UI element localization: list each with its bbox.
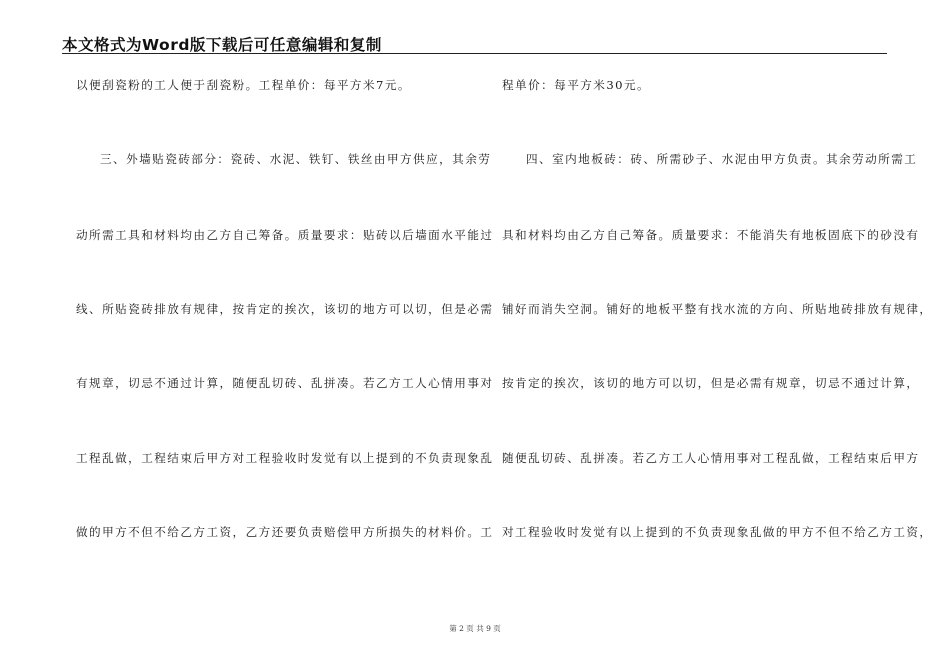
document-header-title: 本文格式为Word版下载后可任意编辑和复制 (62, 36, 382, 54)
paragraph-line: 具和材料均由乙方自己筹备。质量要求：不能消失有地板固底下的砂没有 (502, 228, 920, 242)
paragraph-line: 线、所贴瓷砖排放有规律，按肯定的挨次，该切的地方可以切，但是必需 (76, 302, 494, 316)
paragraph-line: 四、室内地板砖：砖、所需砂子、水泥由甲方负责。其余劳动所需工 (526, 152, 918, 166)
paragraph-line: 做的甲方不但不给乙方工资，乙方还要负责赔偿甲方所损失的材料价。工 (76, 525, 494, 539)
paragraph-line: 程单价：每平方米30元。 (502, 78, 651, 92)
paragraph-line: 三、外墙贴瓷砖部分：瓷砖、水泥、铁钉、铁丝由甲方供应，其余劳 (100, 152, 492, 166)
paragraph-line: 按肯定的挨次，该切的地方可以切，但是必需有规章，切忌不通过计算， (502, 376, 920, 390)
page-number-footer: 第 2 页 共 9 页 (449, 624, 501, 633)
paragraph-line: 动所需工具和材料均由乙方自己筹备。质量要求：贴砖以后墙面水平能过 (76, 228, 494, 242)
paragraph-line: 工程乱做，工程结束后甲方对工程验收时发觉有以上提到的不负责现象乱 (76, 451, 494, 465)
header-divider (62, 53, 887, 54)
paragraph-line: 对工程验收时发觉有以上提到的不负责现象乱做的甲方不但不给乙方工资， (502, 525, 933, 539)
paragraph-line: 有规章，切忌不通过计算，随便乱切砖、乱拼凑。若乙方工人心情用事对 (76, 376, 494, 390)
paragraph-line: 铺好而消失空洞。铺好的地板平整有找水流的方向、所贴地砖排放有规律， (502, 302, 933, 316)
paragraph-line: 以便刮瓷粉的工人便于刮瓷粉。工程单价：每平方米7元。 (76, 78, 411, 92)
paragraph-line: 随便乱切砖、乱拼凑。若乙方工人心情用事对工程乱做，工程结束后甲方 (502, 451, 920, 465)
